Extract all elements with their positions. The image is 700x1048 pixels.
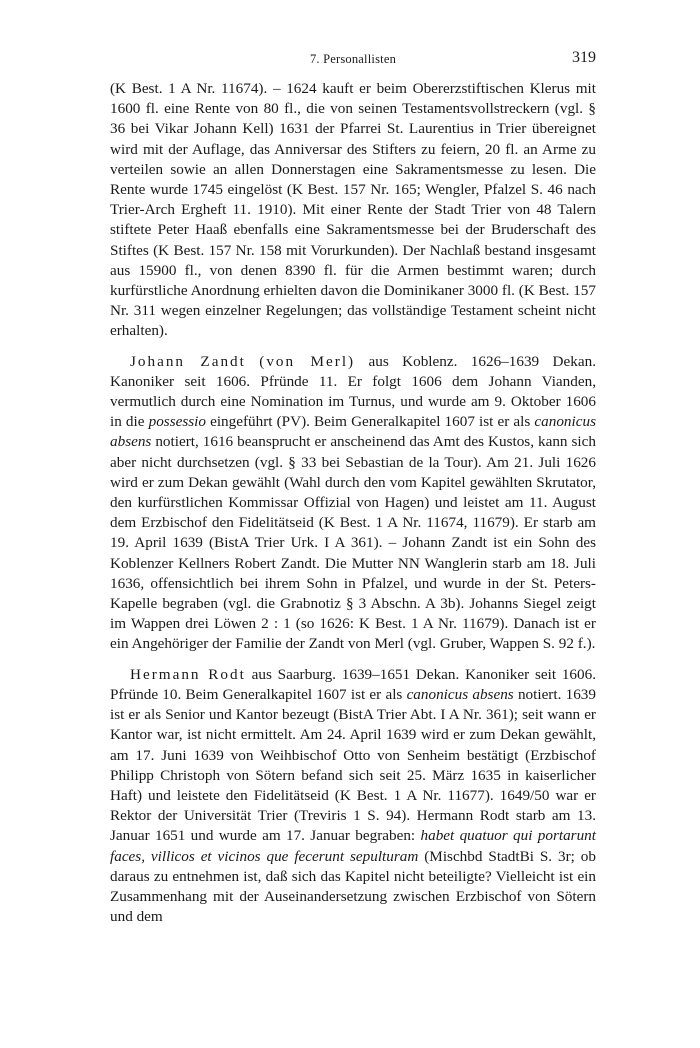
page-header: [110, 49, 596, 70]
entry-name: Hermann Rodt: [130, 665, 246, 683]
latin-term: canonicus absens: [406, 685, 514, 703]
entry-text: notiert. 1639 ist er als Senior und Kantor bezeugt (BistA Trier Abt. I A Nr. 361); seit wann er Kantor war, ist nicht ermittelt. Am 24. April 1639 wird er zum Dekan gewählt, am 17. Juni 1639 von Weihbischof Otto von Senheim bestätigt (Erzbischof Philipp Christoph von Sötern befand sich seit 25. März 1635 in kaiserlicher Haft) und leistete den Fidelitätseid (K Best. 1 A Nr. 11677). 1649/50 war er Rektor der Universität Trier (Treviris 1 S. 94). Hermann Rodt starb am 13. Januar 1651 und wurde am 17. Januar begraben:: [110, 685, 596, 845]
paragraph-text: (K Best. 1 A Nr. 11674). – 1624 kauft er beim Obererzstiftischen Klerus mit 1600 fl. eine Rente von 80 fl., die von seinen Testamentsvollstreckern (vgl. § 36 bei Vikar Johann Kell) 1631 der Pfarrei St. Laurentius in Trier übereignet wird mit der Auflage, das Anniversar des Stifters zu feiern, 20 fl. an Arme zu verteilen sowie an allen Donnerstagen eine Sakramentsmesse zu lesen. Die Rente wurde 1745 eingelöst (K Best. 157 Nr. 165; Wengler, Pfalzel S. 46 nach Trier-Arch Ergheft 11. 1910). Mit einer Rente der Stadt Trier von 48 Talern stiftete Peter Haaß ebenfalls eine Sakramentsmesse bei der Bruderschaft des Stiftes (K Best. 157 Nr. 158 mit Vorurkunden). Der Nachlaß bestand insgesamt aus 15900 fl., von denen 8390 fl. für die Armen bestimmt waren; durch kurfürstliche Anordnung erhielten davon die Dominikaner 3000 fl. (K Best. 157 Nr. 311 wegen einzelner Regelungen; das vollständige Testament scheint nicht erhalten).: [110, 80, 596, 340]
entry-hermann-rodt: [110, 665, 596, 928]
body-text: [110, 79, 596, 927]
page-number: 319: [572, 49, 596, 66]
paragraph-continuation: [110, 79, 596, 342]
running-title: 7. Personallisten: [309, 52, 397, 66]
latin-quote: habet quatuor qui portarunt faces, villicos et vicinos que fecerunt sepulturam: [110, 827, 596, 865]
entry-text: notiert, 1616 beansprucht er anscheinend das Amt des Kustos, kann sich aber nicht durchsetzen (vgl. § 33 bei Sebastian de la Tour). Am 21. Juli 1626 wird er zum Dekan gewählt (Wahl durch den vom Kapitel gewählten Skrutator, den kurfürstlichen Kommissar Offizial von Hagen) und leistet am 11. August dem Erzbischof den Fidelitätseid (K Best. 1 A Nr. 11674, 11679). Er starb am 19. April 1639 (BistA Trier Urk. I A 361). – Johann Zandt ist ein Sohn des Koblenzer Kellners Robert Zandt. Die Mutter NN Wanglerin starb am 18. Juli 1636, offensichtlich bei ihrem Sohn in Pfalzel, und wurde in der St. Peters-Kapelle begraben (vgl. die Grabnotiz § 3 Abschn. A 3b). Johanns Siegel zeigt im Wappen drei Löwen 2 : 1 (so 1626: K Best. 1 A Nr. 11679). Danach ist er ein Angehöriger der Familie der Zandt von Merl (vgl. Gruber, Wappen S. 92 f.).: [110, 433, 596, 653]
entry-text: aus Koblenz. 1626–1639 Dekan. Kanoniker seit 1606. Pfründe 11. Er folgt 1606 dem Johann Vianden, vermutlich durch eine Nomination im Turnus, und wurde am 9. Oktober 1606 in die: [110, 352, 596, 431]
entry-johann-zandt: [110, 352, 596, 655]
entry-name: Johann Zandt: [130, 352, 246, 370]
entry-text: aus Saarburg. 1639–1651 Dekan. Kanoniker seit 1606. Pfründe 10. Beim Generalkapitel 1607 ist er als: [110, 665, 597, 703]
entry-name-suffix: (von Merl): [259, 352, 356, 370]
latin-term: canonicus absens: [110, 413, 596, 451]
entry-text: (Mischbd StadtBi S. 3r; ob daraus zu entnehmen ist, daß sich das Kapitel nicht beteiligte? Vielleicht ist ein Zusammenhang mit der Auseinandersetzung zwischen Erzbischof von Sötern und dem: [110, 847, 596, 926]
entry-text: eingeführt (PV). Beim Generalkapitel 1607 ist er als: [205, 413, 535, 431]
latin-term: possessio: [148, 413, 206, 431]
